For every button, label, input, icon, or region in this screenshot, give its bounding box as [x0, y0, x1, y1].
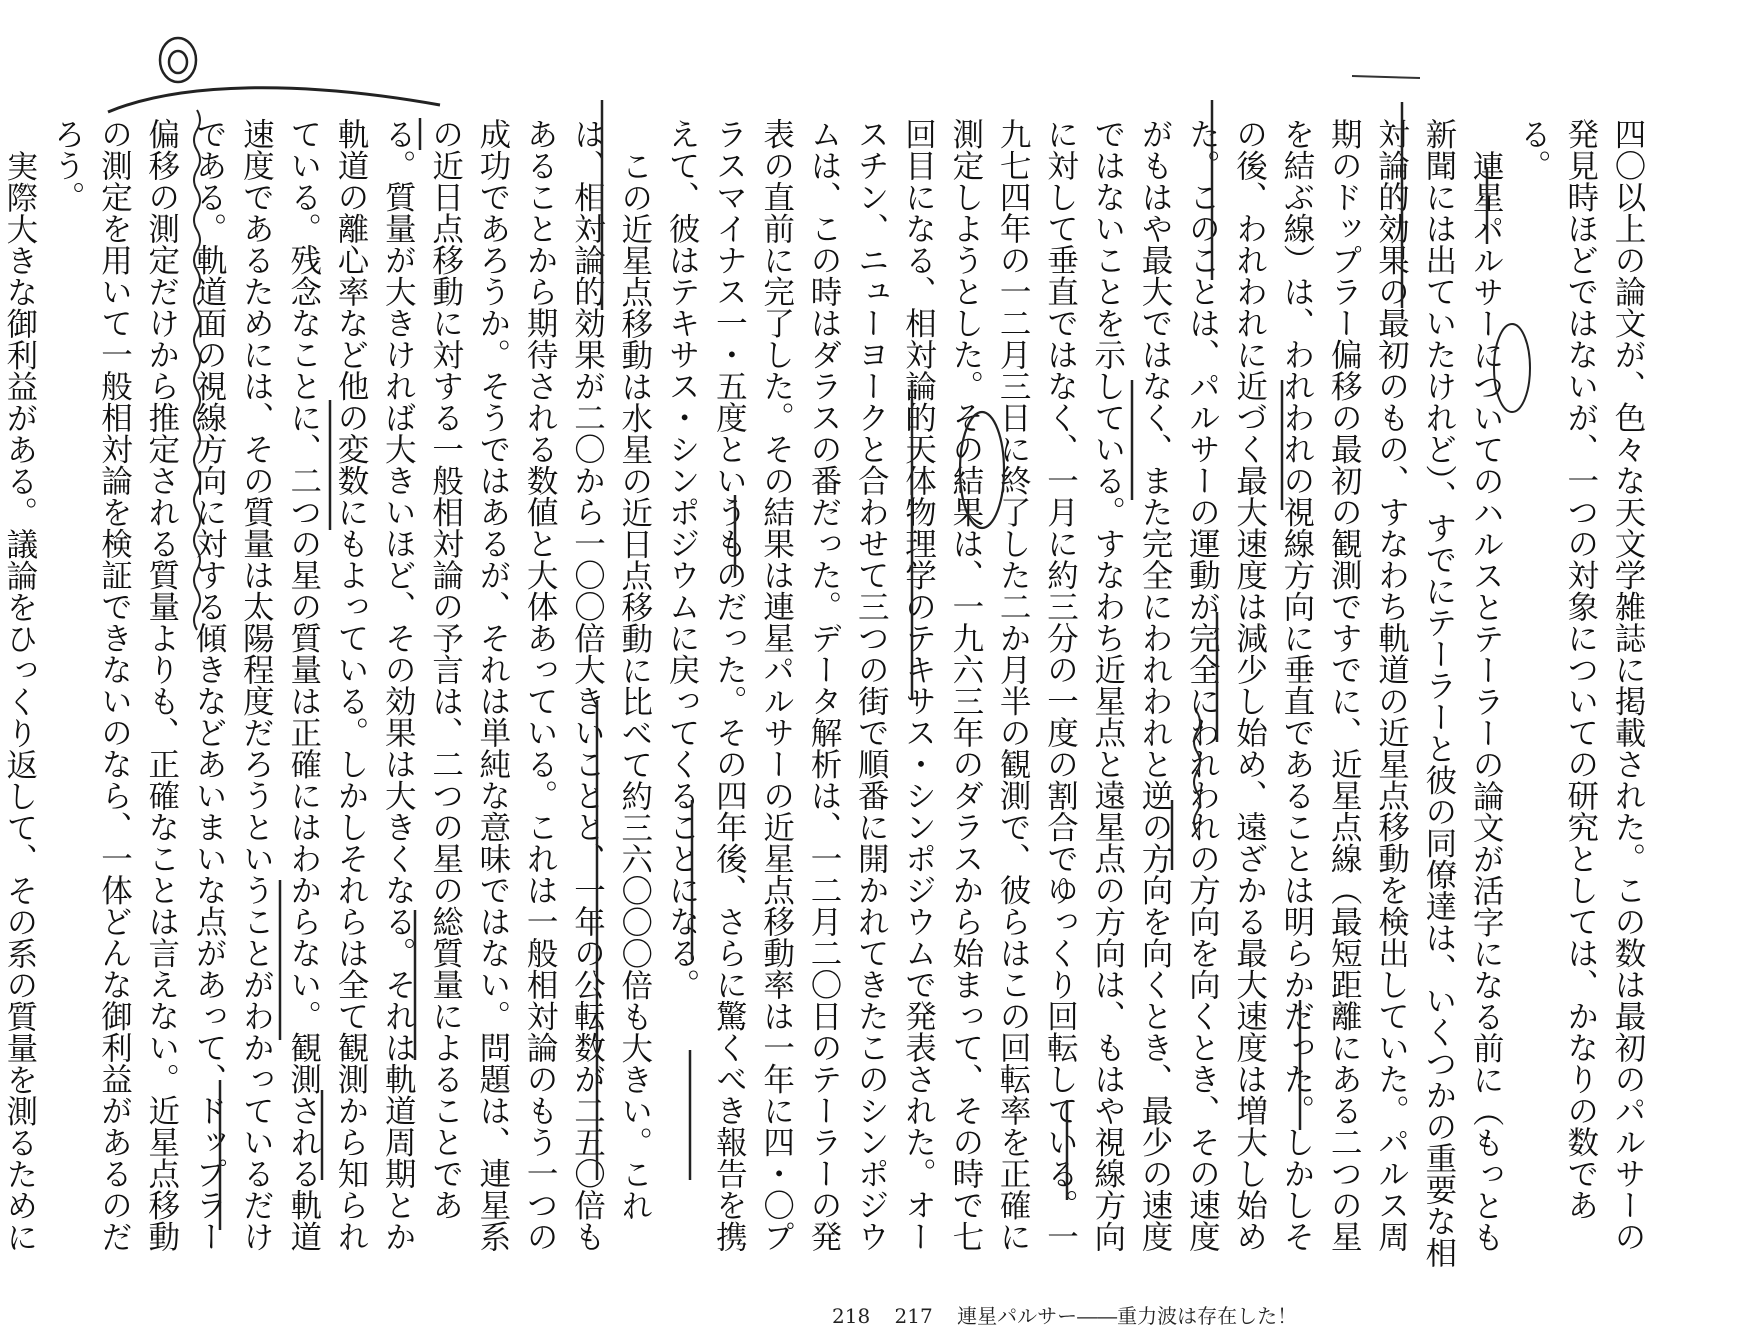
page-number-right: 217: [894, 1304, 933, 1328]
running-title: 連星パルサー――重力波は存在した！: [957, 1304, 1298, 1328]
paragraph-2: 連星パルサーについてのハルスとテーラーの論文が活字になる前に（もっとも新聞には出ていたけれど）、すでにテーラーと彼の同僚達は、いくつかの重要な相対論的効果の最初のもの、すなわち軌道の近星点移動を検出していた。パルス周期のドップラー偏移の最初の観測ですでに、近星点線（最短距離にある二つの星を結ぶ線）は、われわれの視線方向に垂直であることは明らかだった。しかしその後、われわれに近づく最大速度は減少し始め、遠ざかる最大速度は増大し始めた。このことは、パルサーの運動が完全にわれわれの方向を向くとき、その速度がもはや最大ではなく、また完全にわれわれと逆の方向を向くとき、最少の速度ではないことを示している。すなわち近星点と遠星点の方向は、もはや視線方向に対して垂直ではなく、一月に約三分の一度の割合でゆっくり回転している。一九七四年の一二月三日に終了した二か月半の観測で、彼らはこの回転率を正確に測定しようとした。その結果は、一九六三年のダラスから始まって、その時で七回目になる、相対論的天体物理学のテキサス・シンポジウムで発表された。オースチン、ニューヨークと合わせて三つの街で順番に開かれてきたこのシンポジウムは、この時はダラスの番だった。データ解析は、一二月二〇日のテーラーの発表の直前に完了した。その結果は連星パルサーの近星点移動率は一年に四・〇プラスマイナス一・五度というものだった。その四年後、さらに驚くべき報告を携えて、彼はテキサス・シンポジウムに戻ってくることになる。: [664, 118, 1505, 1268]
top-dash-icon: [1352, 76, 1420, 78]
paragraph-3: この近星点移動は水星の近日点移動に比べて約三六〇〇〇倍も大きい。これは、相対論的効果が二〇から一〇〇倍大きいことと、一年の公転数が二五〇倍もあることから期待される数値と大体あっている。これは一般相対論のもう一つの成功であろうか。そうではあるが、それは単純な意味ではない。問題は、連星系の近日点移動に対する一般相対論の予言は、二つの星の総質量によることである。質量が大きければ大きいほど、その効果は大きくなる。それは軌道周期とか軌道の離心率など他の変数にもよっている。しかしそれらは全て観測から知られている。残念なことに、二つの星の質量は正確にはわからない。観測される軌道速度であるためには、その質量は太陽程度だろうということがわかっているだけである。軌道面の視線方向に対する傾きなどあいまいな点があって、ドップラー偏移の測定だけから推定される質量よりも、正確なことは言えない。近星点移動の測定を用いて一般相対論を検証できないのなら、一体どんな御利益があるのだろう。: [49, 118, 653, 1252]
vertical-body-text: [1, 118, 1651, 1278]
paragraph-4: 実際大きな御利益がある。議論をひっくり返して、その系の質量を測るために: [1, 149, 38, 1252]
page-number-left: 218: [832, 1304, 871, 1328]
paragraph-1: 四〇以上の論文が、色々な天文学雑誌に掲載された。この数は最初のパルサーの発見時ほどではないが、一つの対象についての研究としては、かなりの数である。: [1515, 118, 1646, 1252]
page-footer: [832, 1300, 1315, 1329]
circle-doodle-icon: [160, 38, 196, 82]
sweep-line-icon: [108, 88, 440, 112]
